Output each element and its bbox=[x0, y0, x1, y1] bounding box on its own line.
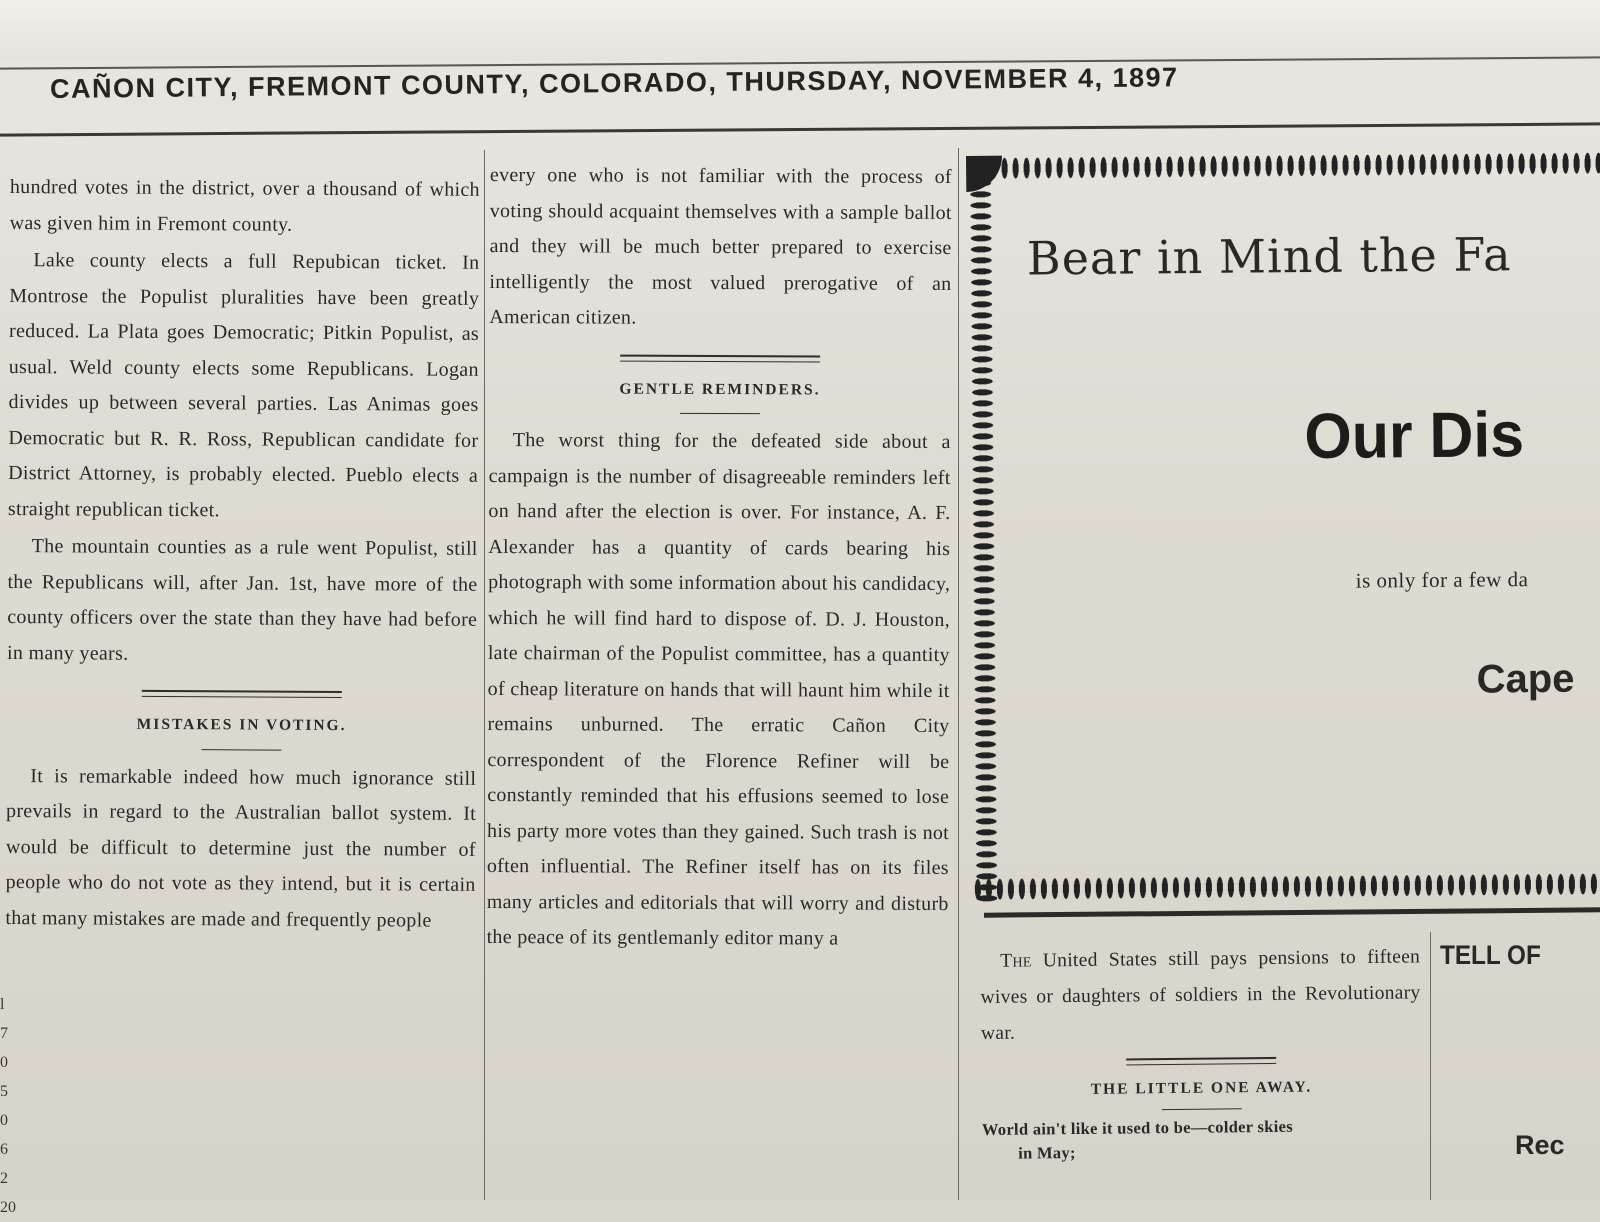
margin-glyph: l bbox=[0, 996, 5, 1013]
section-rule bbox=[1126, 1057, 1276, 1066]
column-divider bbox=[958, 148, 959, 1200]
column-2-paragraph: The worst thing for the defeated side about a campaign is the number of disagreeable reminders left on hand after the election is over. For instance, A. F. Alexander has a quantity of cards bearing his photograph with some information about his candidacy, which he will find hard to dispose of. D. J. Houston, late chairman of the Populist committee, has a quantity of cheap literature on hands that will haunt him while it remains unburned. The erratic Cañon City correspondent of the Florence Refiner will be constantly reminded that his effusions seemed to lose his party more votes than they gained. Such trash is not often influential. The Refiner itself has on its files many articles and editorials that will worry and disturb the peace of its gentlemanly editor many a bbox=[486, 429, 951, 950]
column-4-fragment: Rec bbox=[1515, 1130, 1565, 1160]
ad-ornamental-border-left bbox=[966, 156, 1009, 902]
lead-word: The bbox=[1000, 950, 1032, 972]
ad-subtext: is only for a few da bbox=[1355, 567, 1529, 593]
heading-little-one-away: THE LITTLE ONE AWAY. bbox=[1090, 1078, 1313, 1098]
poem-line: in May; bbox=[1018, 1143, 1076, 1163]
heading-mistakes-in-voting: MISTAKES IN VOTING. bbox=[136, 715, 347, 735]
ad-title: Our Dis bbox=[1304, 398, 1525, 473]
column-1-paragraph: Lake county elects a full Repubican ticket. In Montrose the Populist pluralities have been greatly reduced. La Plata goes Democratic; Pitkin Populist, as usual. Weld county elects some Republicans. Logan divides up between several parties. Las Animas goes Democratic but R. R. Ross, Republican candidate for District Attorney, is probably elected. Pueblo elects a straight republican ticket. bbox=[7, 249, 480, 521]
page-top-edge bbox=[0, 0, 1600, 60]
column-divider bbox=[1430, 932, 1431, 1200]
heading-gentle-reminders: GENTLE REMINDERS. bbox=[619, 380, 821, 398]
ad-bottom-rule bbox=[984, 907, 1600, 917]
column-3 bbox=[980, 939, 1422, 1168]
margin-glyph: 6 bbox=[0, 1141, 8, 1158]
margin-glyph: 0 bbox=[0, 1054, 8, 1071]
ad-brand: Cape bbox=[1476, 656, 1575, 702]
ad-headline: Bear in Mind the Fa bbox=[1026, 227, 1512, 286]
poem bbox=[982, 1113, 1422, 1166]
ad-ornamental-border-top bbox=[966, 150, 1600, 192]
column-3-paragraph: United States still pays pensions to fifteen wives or daughters of soldiers in the Revolutionary war. bbox=[980, 946, 1421, 1044]
margin-fragment bbox=[0, 990, 16, 1222]
column-2-intro: every one who is not familiar with the process of voting should acquaint themselves with a sample ballot and they will be much better prepared to exercise intelligently the most valued prerogative of an American citizen. bbox=[489, 163, 952, 329]
column-1-paragraph: The mountain counties as a rule went Populist, still the Republicans will, after Jan. 1st, have more of the county officers over the state than they have had before in many years. bbox=[6, 535, 478, 665]
column-1-paragraph: hundred votes in the district, over a thousand of which was given him in Fremont county. bbox=[9, 175, 480, 236]
heading-underline bbox=[1162, 1108, 1242, 1110]
margin-glyph: 20 bbox=[0, 1199, 16, 1216]
column-2 bbox=[487, 158, 952, 960]
margin-glyph: 5 bbox=[0, 1083, 8, 1100]
margin-glyph: 2 bbox=[0, 1170, 8, 1187]
masthead-bottom-rule bbox=[0, 122, 1600, 136]
heading-underline bbox=[201, 749, 281, 750]
section-rule bbox=[142, 690, 342, 698]
masthead: CAÑON CITY, FREMONT COUNTY, COLORADO, THURSDAY, NOVEMBER 4, 1897 bbox=[49, 62, 1179, 104]
heading-tell-of: TELL OF bbox=[1440, 940, 1541, 970]
column-divider bbox=[484, 150, 485, 1200]
margin-glyph: 0 bbox=[0, 1112, 8, 1129]
column-1 bbox=[5, 170, 480, 941]
heading-underline bbox=[680, 413, 760, 414]
advertisement bbox=[966, 150, 1600, 906]
ad-ornamental-border-bottom bbox=[972, 860, 1600, 902]
margin-glyph: 7 bbox=[0, 1025, 8, 1042]
section-rule bbox=[620, 354, 820, 362]
poem-line: World ain't like it used to be—colder skies bbox=[981, 1116, 1294, 1139]
ad-content bbox=[1012, 196, 1600, 851]
column-1-paragraph: It is remarkable indeed how much ignorance still prevails in regard to the Australian ballot system. It would be difficult to determine just the number of people who do not vote as they intend, but it is certain that many mistakes are made and frequently people bbox=[5, 764, 477, 932]
